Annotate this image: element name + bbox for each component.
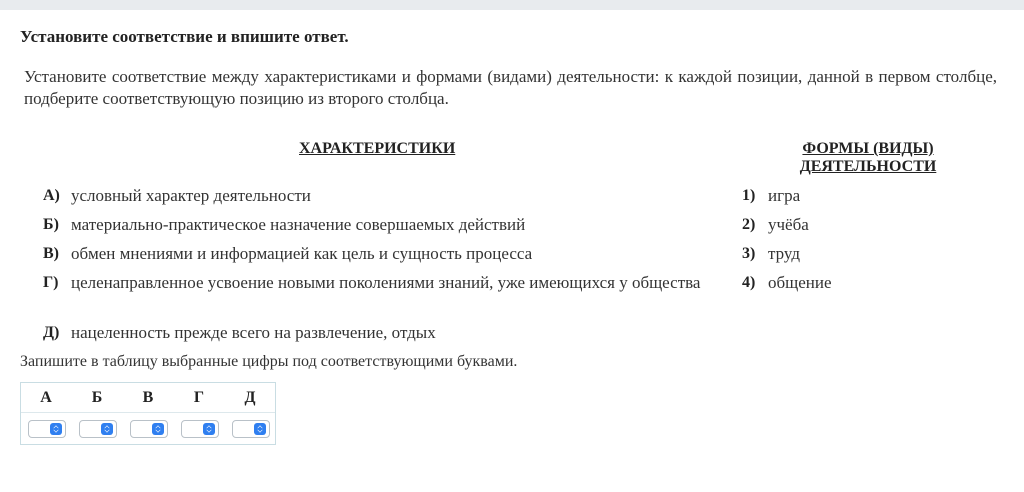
item-letter: Г) [43,274,59,291]
item-text: труд [768,244,800,263]
answer-table [20,382,276,445]
top-bar [0,0,1024,10]
left-column-header: ХАРАКТЕРИСТИКИ [299,140,456,157]
item-number: 4) [742,274,756,291]
select-arrows-icon [101,423,113,435]
item-text: нацеленность прежде всего на развлечение, отдых [71,323,436,342]
item-letter: Д) [43,324,60,341]
answer-letter: В [142,389,154,406]
item-text: целенаправленное усвоение новыми поколениями знаний, уже имеющихся у общества [71,273,701,292]
select-arrows-icon [203,423,215,435]
item-number: 2) [742,216,756,233]
select-arrows-icon [254,423,266,435]
answer-select-d[interactable] [232,420,270,438]
task-instruction: Установите соответствие между характеристиками и формами (видами) деятельности: к каждой позиции, данной в первом столбце, подберите соответствующую позицию из второго столбца. [24,67,997,108]
select-arrows-icon [152,423,164,435]
item-text: общение [768,273,832,292]
item-letter: Б) [43,216,59,233]
answer-letter: Г [193,389,205,406]
item-letter: А) [43,187,60,204]
item-number: 1) [742,187,756,204]
answer-letter: Д [244,389,256,406]
item-text: условный характер деятельности [71,186,311,205]
select-arrows-icon [50,423,62,435]
answer-select-b[interactable] [79,420,117,438]
item-text: учёба [768,215,809,234]
answer-note: Запишите в таблицу выбранные цифры под соответствующими буквами. [20,353,518,370]
answer-letter: А [40,389,52,406]
right-column-header: ФОРМЫ (ВИДЫ) ДЕЯТЕЛЬНОСТИ [799,140,937,175]
answer-select-g[interactable] [181,420,219,438]
answer-select-v[interactable] [130,420,168,438]
row-divider [21,412,275,413]
item-text: игра [768,186,801,205]
item-text: материально-практическое назначение совершаемых действий [71,215,526,234]
item-letter: В) [43,245,59,262]
task-title: Установите соответствие и впишите ответ. [20,27,349,46]
item-number: 3) [742,245,756,262]
item-text: обмен мнениями и информацией как цель и сущность процесса [71,244,533,263]
answer-letters-row [21,389,277,409]
answer-select-a[interactable] [28,420,66,438]
answer-letter: Б [91,389,103,406]
